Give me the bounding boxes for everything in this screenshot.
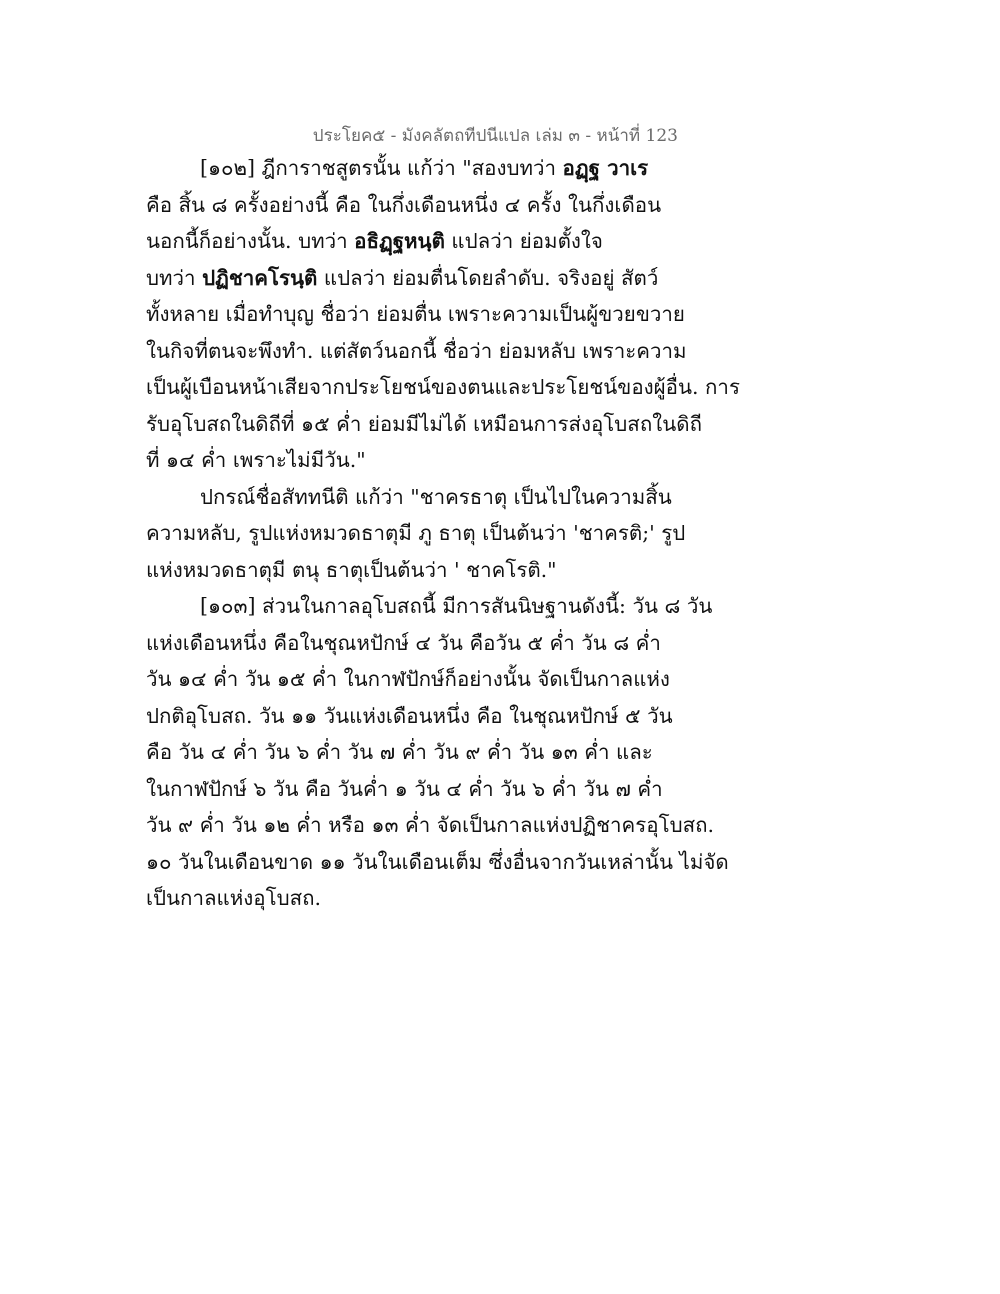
text-line xyxy=(146,588,713,625)
text-segment: ในกิจที่ตนจะพึงทำ. แต่สัตว์นอกนี้ ชื่อว่า ย่อมหลับ เพราะความ xyxy=(146,338,687,363)
text-segment: คือ วัน ๔ ค่ำ วัน ๖ ค่ำ วัน ๗ ค่ำ วัน ๙ ค่ำ วัน ๑๓ ค่ำ และ xyxy=(146,740,653,764)
text-line xyxy=(146,552,706,589)
text-segment: แห่งเดือนหนึ่ง คือในชุณหปักษ์ ๔ วัน คือวัน ๕ ค่ำ วัน ๘ ค่ำ xyxy=(146,630,661,655)
text-line xyxy=(146,625,706,662)
text-segment: เป็นกาลแห่งอุโบสถ. xyxy=(146,886,322,910)
text-segment: แปลว่า ย่อมตั้งใจ xyxy=(444,229,603,253)
text-segment: แห่งหมวดธาตุมี ตนุ ธาตุเป็นต้นว่า ' ชาคโรติ." xyxy=(146,557,557,582)
bold-term: ปฏิชาคโรนฺติ xyxy=(202,265,318,290)
text-line xyxy=(146,223,706,260)
text-segment: ในกาฬปักษ์ ๖ วัน คือ วันค่ำ ๑ วัน ๔ ค่ำ วัน ๖ ค่ำ วัน ๗ ค่ำ xyxy=(146,776,663,801)
text-line xyxy=(146,296,706,333)
text-segment: วัน ๙ ค่ำ วัน ๑๒ ค่ำ หรือ ๑๓ ค่ำ จัดเป็นกาลแห่งปฏิชาครอุโบสถ. xyxy=(146,813,715,837)
text-segment: บทว่า xyxy=(146,265,203,290)
text-line xyxy=(146,880,706,917)
text-segment: ๑๐ วันในเดือนขาด ๑๑ วันในเดือนเต็ม ซึ่งอื่นจากวันเหล่านั้น ไม่จัด xyxy=(146,849,729,874)
text-line xyxy=(146,406,706,443)
paragraph-saddaniti xyxy=(146,479,706,589)
text-line xyxy=(146,698,706,735)
text-segment: ความหลับ, รูปแห่งหมวดธาตุมี ภู ธาตุ เป็นต้นว่า 'ชาครติ;' รูป xyxy=(146,521,686,545)
text-segment: [๑๐๓] ส่วนในกาลอุโบสถนี้ มีการสันนิษฐานดังนี้: วัน ๘ วัน xyxy=(200,594,713,618)
bold-term: อฏฺฐ วาเร xyxy=(562,156,649,180)
paragraph-p102 xyxy=(146,150,740,479)
body-text xyxy=(146,150,740,917)
text-segment: ปกรณ์ชื่อสัททนีติ แก้ว่า "ชาครธาตุ เป็นไปในความสิ้น xyxy=(200,484,672,509)
text-segment: คือ สิ้น ๘ ครั้งอย่างนี้ คือ ในกึ่งเดือนหนึ่ง ๔ ครั้ง ในกึ่งเดือน xyxy=(146,192,662,217)
text-line xyxy=(146,734,706,771)
text-segment: ที่ ๑๔ ค่ำ เพราะไม่มีวัน." xyxy=(146,448,366,472)
text-segment: รับอุโบสถในดิถีที่ ๑๕ ค่ำ ย่อมมีไม่ได้ เหมือนการส่งอุโบสถในดิถี xyxy=(146,411,702,436)
text-line xyxy=(146,661,706,698)
text-segment: [๑๐๒] ฎีการาชสูตรนั้น แก้ว่า "สองบทว่า xyxy=(200,156,563,180)
text-line xyxy=(146,260,706,297)
text-line xyxy=(146,771,706,808)
text-line xyxy=(146,187,706,224)
running-header: ประโยค๕ - มังคลัตถทีปนีแปล เล่ม ๓ - หน้าที่ 123 xyxy=(312,126,678,146)
text-segment: ทั้งหลาย เมื่อทำบุญ ชื่อว่า ย่อมตื่น เพราะความเป็นผู้ขวยขวาย xyxy=(146,302,685,326)
text-segment: ปกติอุโบสถ. วัน ๑๑ วันแห่งเดือนหนึ่ง คือ ในชุณหปักษ์ ๕ วัน xyxy=(146,703,673,728)
paragraph-p103 xyxy=(146,588,729,917)
text-line xyxy=(146,442,706,479)
text-segment: เป็นผู้เบือนหน้าเสียจากประโยชน์ของตนและประโยชน์ของผู้อื่น. การ xyxy=(146,375,740,399)
bold-term: อธิฏฺฐหนฺติ xyxy=(354,229,445,253)
text-line xyxy=(146,844,729,881)
text-line xyxy=(146,150,706,187)
text-segment: นอกนี้ก็อย่างนั้น. บทว่า xyxy=(146,229,355,253)
text-line xyxy=(146,807,715,844)
text-segment: วัน ๑๔ ค่ำ วัน ๑๕ ค่ำ ในกาฬปักษ์ก็อย่างนั้น จัดเป็นกาลแห่ง xyxy=(146,667,670,691)
text-line xyxy=(146,479,706,516)
text-segment: แปลว่า ย่อมตื่นโดยลำดับ. จริงอยู่ สัตว์ xyxy=(317,265,659,290)
text-line xyxy=(146,515,706,552)
text-line xyxy=(146,333,706,370)
text-line xyxy=(146,369,740,406)
